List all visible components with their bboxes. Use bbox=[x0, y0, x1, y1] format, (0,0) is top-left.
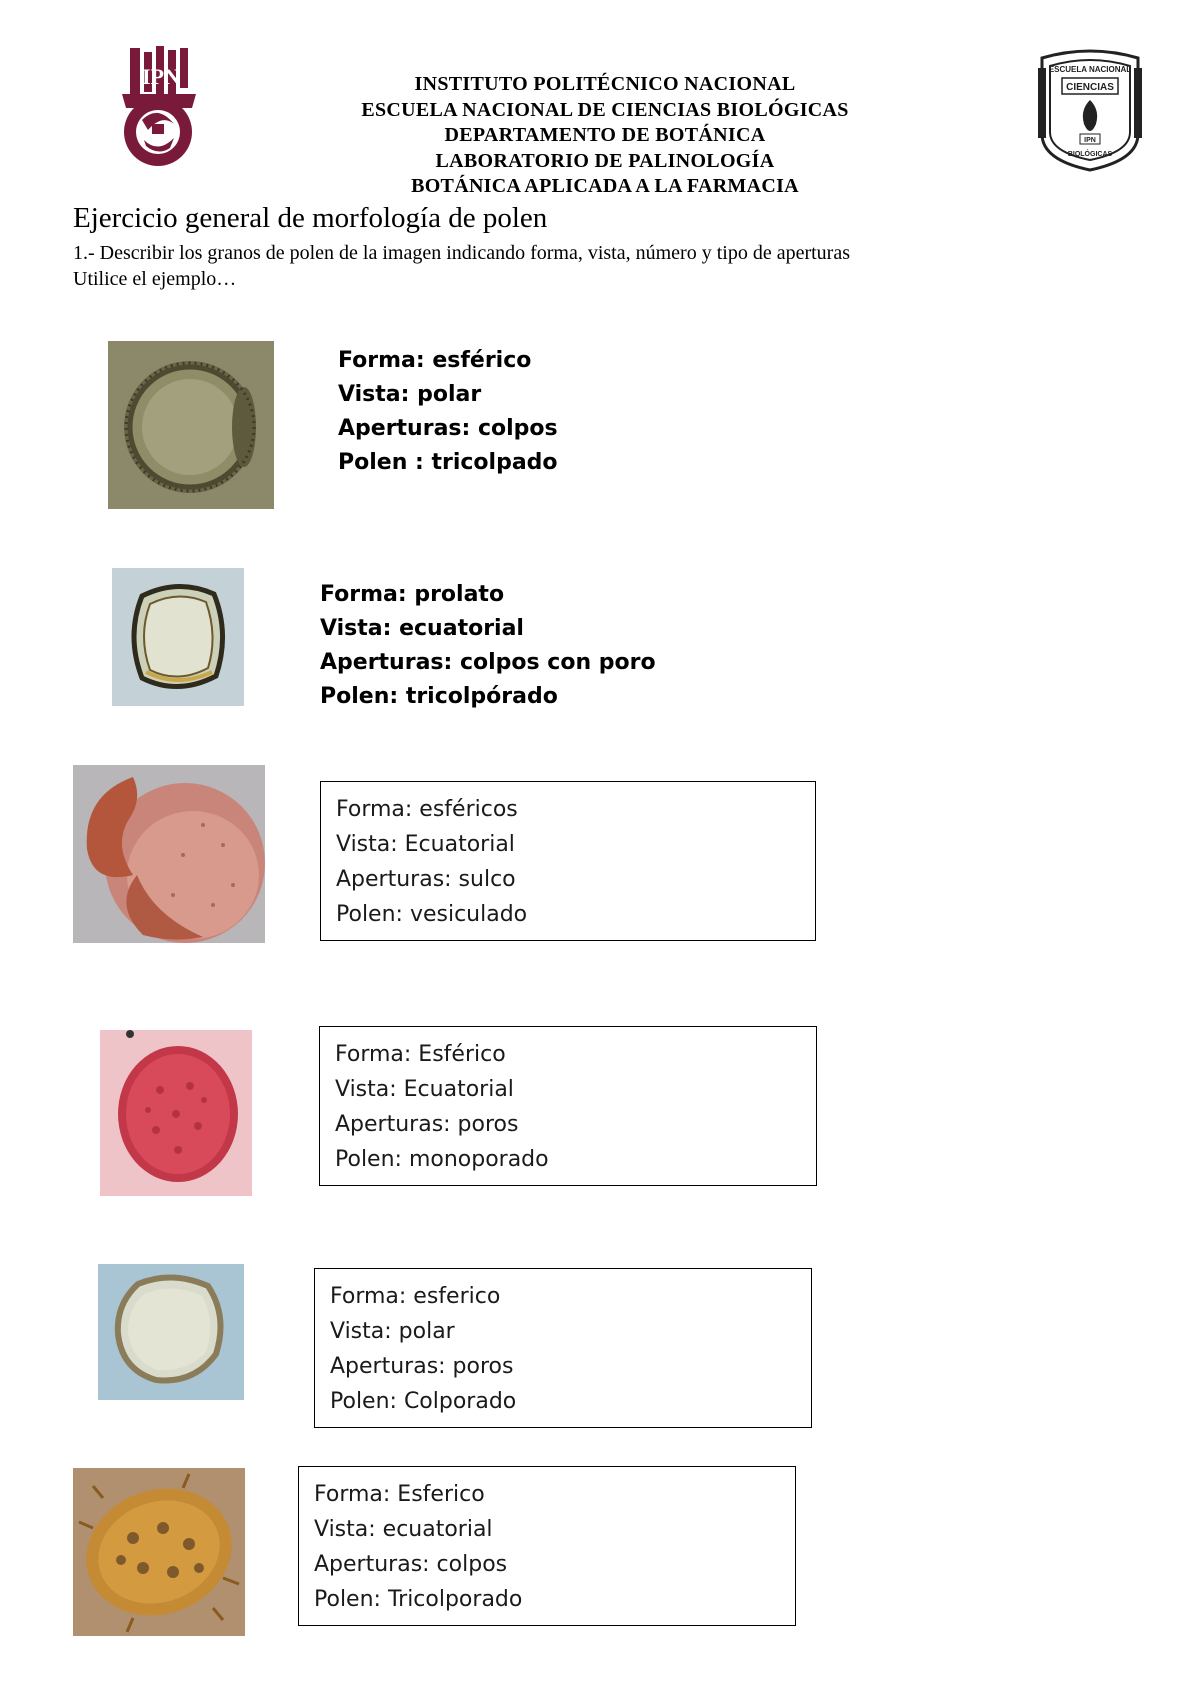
specimen-1-aperturas: Aperturas: colpos bbox=[338, 416, 558, 441]
specimen-1-forma: Forma: esférico bbox=[338, 348, 532, 373]
specimen-2-polen: Polen: tricolpórado bbox=[320, 684, 558, 709]
specimen-3-polen: Polen: vesiculado bbox=[336, 902, 528, 927]
ipn-logo-text: IPN bbox=[142, 64, 180, 89]
specimen-3-aperturas: Aperturas: sulco bbox=[336, 867, 516, 892]
specimen-4-polen: Polen: monoporado bbox=[335, 1147, 549, 1172]
specimen-1-polen: Polen : tricolpado bbox=[338, 450, 558, 475]
specimen-5-aperturas: Aperturas: poros bbox=[330, 1354, 514, 1379]
header-line-course: BOTÁNICA APLICADA A LA FARMACIA bbox=[411, 175, 799, 197]
instruction-line-2: Utilice el ejemplo… bbox=[73, 268, 237, 290]
pollen-prolate-icon bbox=[112, 568, 244, 706]
specimen-5-vista: Vista: polar bbox=[330, 1319, 455, 1344]
header-line-school: ESCUELA NACIONAL DE CIENCIAS BIOLÓGICAS bbox=[361, 98, 849, 121]
page-title: Ejercicio general de morfología de polen bbox=[73, 202, 548, 234]
pollen-polar-porate-icon bbox=[98, 1264, 244, 1400]
seal-top-text: ESCUELA NACIONAL bbox=[1048, 65, 1132, 74]
pollen-spherical-spiny-icon bbox=[108, 341, 274, 509]
specimen-4-vista: Vista: Ecuatorial bbox=[335, 1077, 514, 1102]
specimen-2-vista: Vista: ecuatorial bbox=[320, 616, 524, 641]
specimen-6-answer-box bbox=[298, 1466, 796, 1626]
specimen-3-forma: Forma: esféricos bbox=[336, 797, 518, 822]
institution-header bbox=[300, 72, 910, 200]
instruction-line-1: 1.- Describir los granos de polen de la imagen indicando forma, vista, número y tipo de aperturas bbox=[73, 242, 850, 264]
header-line-department: DEPARTAMENTO DE BOTÁNICA bbox=[444, 124, 766, 146]
specimen-1-vista: Vista: polar bbox=[338, 382, 482, 407]
specimen-3-vista: Vista: Ecuatorial bbox=[336, 832, 515, 857]
seal-mid-text: CIENCIAS bbox=[1066, 82, 1114, 93]
ipn-logo-icon bbox=[112, 44, 204, 168]
seal-side-text: BIOLÓGICAS bbox=[1067, 151, 1113, 158]
specimen-2-description bbox=[320, 578, 656, 714]
specimen-5-answer-box bbox=[314, 1268, 812, 1428]
specimen-6-vista: Vista: ecuatorial bbox=[314, 1517, 493, 1542]
pollen-red-monoporate-icon bbox=[100, 1030, 252, 1196]
header-line-institute: INSTITUTO POLITÉCNICO NACIONAL bbox=[414, 73, 796, 95]
specimen-3-answer-box bbox=[320, 781, 816, 941]
specimen-2-aperturas: Aperturas: colpos con poro bbox=[320, 650, 656, 675]
specimen-4-forma: Forma: Esférico bbox=[335, 1042, 506, 1067]
specimen-4-aperturas: Aperturas: poros bbox=[335, 1112, 519, 1137]
specimen-6-aperturas: Aperturas: colpos bbox=[314, 1552, 508, 1577]
specimen-6-forma: Forma: Esferico bbox=[314, 1482, 485, 1507]
specimen-1-description bbox=[338, 344, 558, 480]
specimen-4-answer-box bbox=[319, 1026, 817, 1186]
specimen-6-polen: Polen: Tricolporado bbox=[314, 1587, 523, 1612]
encb-seal-icon bbox=[1034, 48, 1146, 172]
pollen-echinate-icon bbox=[73, 1468, 245, 1636]
seal-small-text: IPN bbox=[1084, 137, 1096, 144]
header-line-lab: LABORATORIO DE PALINOLOGÍA bbox=[435, 149, 775, 172]
pollen-vesiculate-icon bbox=[73, 765, 265, 943]
specimen-5-polen: Polen: Colporado bbox=[330, 1389, 517, 1414]
specimen-5-forma: Forma: esferico bbox=[330, 1284, 501, 1309]
specimen-2-forma: Forma: prolato bbox=[320, 582, 505, 607]
